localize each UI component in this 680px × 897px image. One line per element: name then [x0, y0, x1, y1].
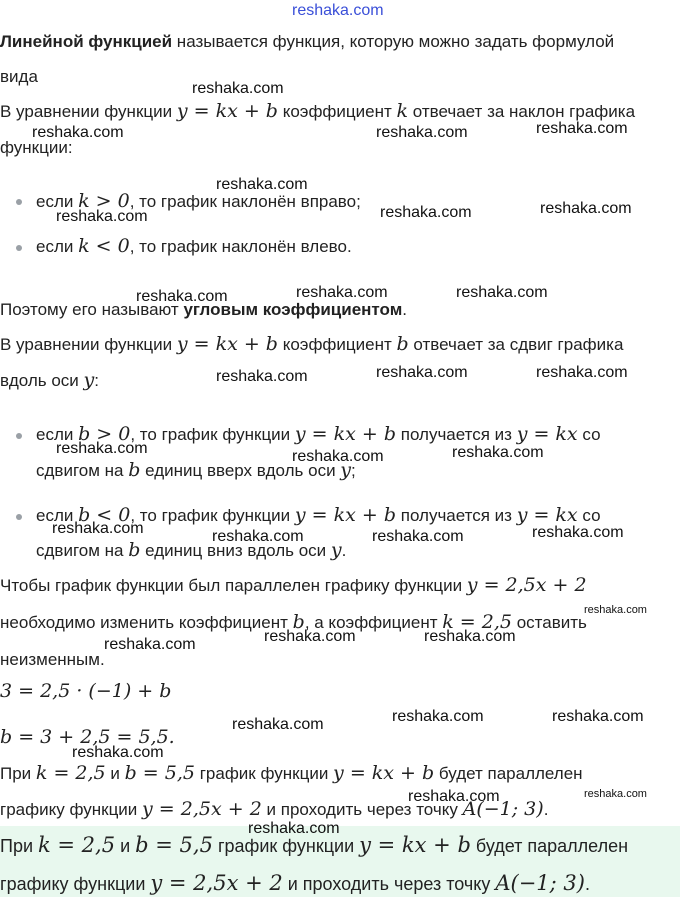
text: будет параллелен	[434, 764, 583, 783]
text: .	[584, 874, 590, 894]
watermark: reshaka.com	[452, 444, 544, 461]
text: В уравнении функции	[0, 335, 177, 354]
equation: b = 5,5	[135, 833, 213, 857]
text: коэффициент	[277, 102, 397, 121]
bullet-icon	[16, 433, 22, 439]
equation: y = kx + b	[333, 762, 435, 784]
shift-intro-line-2	[0, 369, 99, 392]
inequality: b > 0	[78, 423, 131, 445]
text: .	[341, 541, 347, 560]
equation: y = 2,5x + 2	[466, 574, 587, 596]
text: и проходить через точку	[282, 874, 496, 894]
parallel-condition-line-3	[0, 649, 105, 671]
equation: y = kx + b	[176, 333, 278, 355]
watermark: reshaka.com	[532, 524, 624, 541]
watermark: reshaka.com	[408, 788, 500, 805]
definition-text: называется функция, которую можно задать формулой	[172, 32, 615, 51]
watermark: reshaka.com	[212, 528, 304, 545]
var-b: b	[128, 539, 141, 561]
watermark: reshaka.com	[392, 708, 484, 725]
var-k: k	[396, 100, 409, 122]
text: , а коэффициент	[304, 613, 443, 632]
text: если	[36, 192, 79, 211]
equation: b = 5,5	[124, 762, 195, 784]
equation: k = 2,5	[38, 833, 116, 857]
watermark: reshaka.com	[192, 80, 284, 97]
watermark: reshaka.com	[56, 208, 148, 225]
var-y: y	[330, 539, 342, 561]
equation: y = kx	[516, 504, 578, 526]
conclusion-line-1	[0, 762, 583, 785]
text: .	[543, 800, 549, 819]
text: графику функции	[0, 874, 151, 894]
text: единиц вниз вдоль оси	[140, 541, 331, 560]
watermark: reshaka.com	[376, 364, 468, 381]
text: сдвигом на	[36, 461, 129, 480]
watermark: reshaka.com	[52, 520, 144, 537]
text: , то график наклонён вправо;	[129, 192, 361, 211]
watermark: reshaka.com	[376, 124, 468, 141]
watermark: reshaka.com	[72, 744, 164, 761]
equation: y = kx + b	[294, 423, 397, 445]
watermark: reshaka.com	[32, 124, 124, 141]
term-bold: Линейной функцией	[0, 32, 173, 51]
watermark: reshaka.com	[296, 284, 388, 301]
text: будет параллелен	[470, 836, 629, 856]
text: получается из	[396, 506, 517, 525]
watermark: reshaka.com	[104, 636, 196, 653]
text: Чтобы график функции был параллелен графику функции	[0, 576, 467, 595]
watermark: reshaka.com	[456, 284, 548, 301]
text: единиц вверх вдоль оси	[140, 461, 341, 480]
text: вдоль оси	[0, 371, 84, 390]
text: график функции	[212, 836, 360, 856]
shift-intro-line-1	[0, 333, 623, 356]
text: , то график наклонён влево.	[129, 237, 352, 256]
text: график функции	[194, 764, 334, 783]
definition-text-2: вида	[0, 67, 38, 86]
text: если	[36, 425, 79, 444]
text: необходимо изменить коэффициент	[0, 613, 293, 632]
text: , то график функции	[130, 506, 295, 525]
watermark: reshaka.com	[292, 448, 384, 465]
text: со	[577, 506, 601, 525]
text: ;	[351, 461, 356, 480]
answer-line-2	[0, 872, 590, 895]
text: и	[105, 764, 125, 783]
text: если	[36, 506, 79, 525]
watermark: reshaka.com	[540, 200, 632, 217]
watermark: reshaka.com	[584, 788, 647, 800]
watermark: reshaka.com	[248, 820, 340, 837]
var-b: b	[292, 611, 305, 633]
bullet-icon	[16, 199, 22, 205]
calculation-1: 3 = 2,5 · (−1) + b	[0, 680, 172, 702]
text: получается из	[396, 425, 517, 444]
text: неизменным.	[0, 650, 105, 669]
header-watermark: reshaka.com	[292, 2, 384, 19]
watermark: reshaka.com	[584, 604, 647, 616]
watermark: reshaka.com	[264, 628, 356, 645]
term-bold: угловым коэффициентом	[183, 300, 403, 319]
watermark: reshaka.com	[424, 628, 516, 645]
inequality: k > 0	[78, 190, 130, 212]
watermark: reshaka.com	[380, 204, 472, 221]
point: A(−1; 3)	[462, 798, 544, 820]
watermark: reshaka.com	[536, 364, 628, 381]
watermark: reshaka.com	[552, 708, 644, 725]
var-y: y	[83, 369, 95, 391]
text: Поэтому его называют	[0, 300, 184, 319]
watermark: reshaka.com	[536, 120, 628, 137]
equation: k = 2,5	[35, 762, 106, 784]
text: отвечает за сдвиг графика	[408, 335, 624, 354]
text: В уравнении функции	[0, 102, 177, 121]
list-item	[36, 235, 352, 258]
definition-line-2	[0, 66, 38, 88]
watermark: reshaka.com	[136, 288, 228, 305]
equation: y = 2,5x + 2	[142, 798, 262, 820]
text: .	[402, 300, 408, 319]
inequality: b < 0	[78, 504, 131, 526]
bullet-icon	[16, 245, 22, 251]
text: При	[0, 764, 36, 783]
text: если	[36, 237, 79, 256]
watermark: reshaka.com	[56, 440, 148, 457]
point: A(−1; 3)	[495, 871, 585, 895]
text: сдвигом на	[36, 541, 129, 560]
equation: y = kx	[516, 423, 578, 445]
watermark: reshaka.com	[216, 176, 308, 193]
var-y: y	[340, 459, 352, 481]
watermark: reshaka.com	[216, 368, 308, 385]
equation: k = 2,5	[442, 611, 512, 633]
inequality: k < 0	[78, 235, 130, 257]
text: , то график функции	[130, 425, 295, 444]
definition-line-1	[0, 31, 614, 53]
calculation-2: b = 3 + 2,5 = 5,5.	[0, 726, 175, 748]
text: со	[577, 425, 601, 444]
text: функции:	[0, 138, 73, 157]
equation: y = kx + b	[176, 100, 278, 122]
watermark: reshaka.com	[232, 716, 324, 733]
bullet-icon	[16, 514, 22, 520]
parallel-condition-line-1	[0, 574, 587, 597]
text: графику функции	[0, 800, 143, 819]
equation: y = kx + b	[294, 504, 397, 526]
text: отвечает за наклон графика	[408, 102, 636, 121]
var-b: b	[128, 459, 141, 481]
text: и проходить через точку	[261, 800, 463, 819]
var-b: b	[396, 333, 409, 355]
text: оставить	[511, 613, 587, 632]
text: коэффициент	[277, 335, 397, 354]
watermark: reshaka.com	[372, 528, 464, 545]
text: и	[115, 836, 136, 856]
text: :	[94, 371, 99, 390]
text: При	[0, 836, 39, 856]
equation: y = kx + b	[359, 833, 471, 857]
equation: y = 2,5x + 2	[150, 871, 283, 895]
